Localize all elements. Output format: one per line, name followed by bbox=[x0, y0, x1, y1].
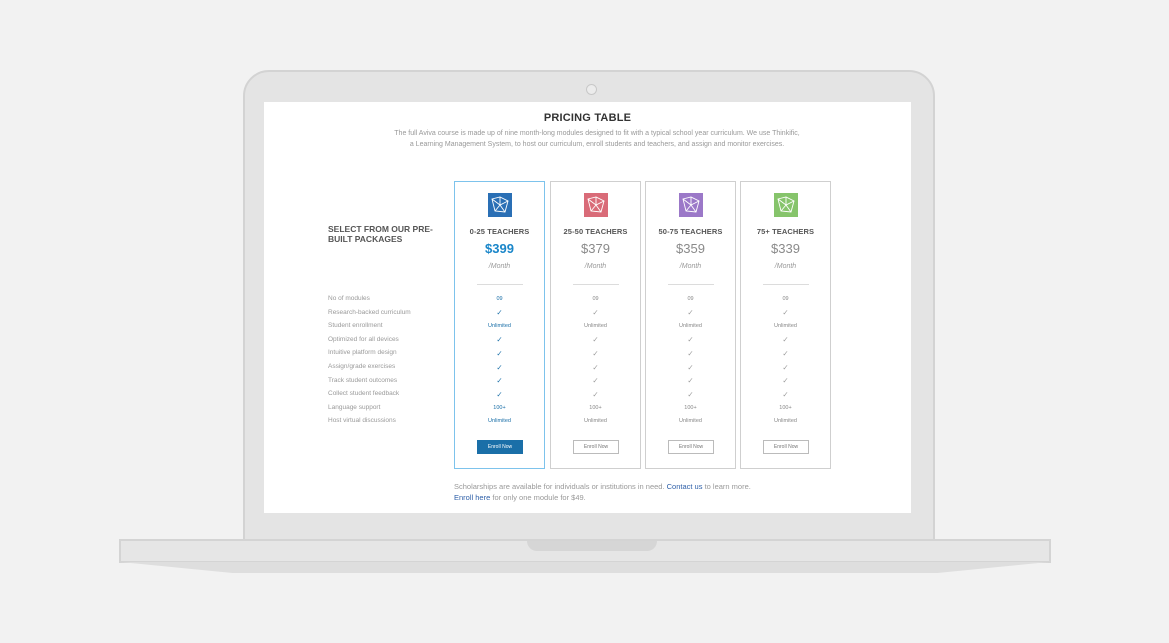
feature-value: Unlimited bbox=[584, 418, 607, 425]
check-icon: ✓ bbox=[496, 308, 503, 318]
feature-value: 100+ bbox=[493, 404, 506, 411]
feature-value: Unlimited bbox=[774, 323, 797, 330]
feature-value: 09 bbox=[687, 296, 694, 302]
feature-value: 09 bbox=[782, 296, 789, 302]
check-icon: ✓ bbox=[782, 335, 789, 345]
plan-75-plus-column bbox=[740, 181, 831, 469]
feature-value: 100+ bbox=[684, 404, 697, 411]
check-icon: ✓ bbox=[592, 389, 599, 399]
check-icon: ✓ bbox=[782, 376, 789, 386]
feature-label: Host virtual discussions bbox=[328, 417, 396, 425]
feature-value: Unlimited bbox=[774, 418, 797, 425]
feature-value: 100+ bbox=[589, 404, 602, 411]
plan-25-50-column bbox=[550, 181, 641, 469]
plan-price: $379 bbox=[581, 241, 610, 256]
check-icon: ✓ bbox=[782, 389, 789, 399]
feature-label: Student enrollment bbox=[328, 322, 383, 330]
laptop-notch bbox=[527, 541, 657, 551]
plan-period: /Month bbox=[774, 263, 797, 270]
divider bbox=[573, 284, 619, 285]
feature-value: Unlimited bbox=[584, 323, 607, 330]
check-icon: ✓ bbox=[496, 389, 503, 399]
divider bbox=[477, 284, 523, 285]
check-icon: ✓ bbox=[782, 362, 789, 372]
feature-label: Research-backed curriculum bbox=[328, 308, 411, 316]
check-icon: ✓ bbox=[496, 335, 503, 345]
divider bbox=[668, 284, 714, 285]
feature-label: Optimized for all devices bbox=[328, 335, 399, 343]
check-icon: ✓ bbox=[687, 308, 694, 318]
enroll-now-button[interactable]: Enroll Now bbox=[477, 440, 523, 454]
feature-value: 09 bbox=[592, 296, 599, 302]
feature-value: Unlimited bbox=[679, 418, 702, 425]
intro-text: The full Aviva course is made up of nine month-long modules designed to fit with a typical school year curriculum. We use Thinkific, a Learning Management System, to host our curriculum, enroll students and teachers, and assign and monitor exercises. bbox=[394, 130, 800, 148]
feature-label: Track student outcomes bbox=[328, 376, 398, 384]
enroll-here-link[interactable]: Enroll here bbox=[454, 492, 491, 502]
check-icon: ✓ bbox=[782, 348, 789, 358]
select-heading: SELECT FROM OUR PRE-BUILT PACKAGES bbox=[328, 224, 433, 244]
laptop-screen bbox=[264, 102, 911, 513]
check-icon: ✓ bbox=[782, 308, 789, 318]
enroll-now-button[interactable]: Enroll Now bbox=[573, 440, 619, 454]
network-icon bbox=[774, 193, 798, 217]
check-icon: ✓ bbox=[592, 335, 599, 345]
network-icon bbox=[679, 193, 703, 217]
plan-price: $359 bbox=[676, 241, 705, 256]
check-icon: ✓ bbox=[687, 362, 694, 372]
plan-price: $339 bbox=[771, 241, 800, 256]
note-text: for only one module for $49. bbox=[490, 492, 586, 502]
feature-label: Collect student feedback bbox=[328, 390, 400, 398]
check-icon: ✓ bbox=[687, 389, 694, 399]
enroll-now-button[interactable]: Enroll Now bbox=[668, 440, 714, 454]
check-icon: ✓ bbox=[687, 348, 694, 358]
plan-0-25-column bbox=[454, 181, 545, 469]
plan-price: $399 bbox=[485, 241, 514, 256]
plan-name: 50-75 TEACHERS bbox=[658, 227, 723, 236]
check-icon: ✓ bbox=[592, 376, 599, 386]
feature-value: 100+ bbox=[779, 404, 792, 411]
contact-us-link[interactable]: Contact us bbox=[666, 482, 703, 491]
network-icon bbox=[584, 193, 608, 217]
feature-label: Assign/grade exercises bbox=[328, 363, 396, 370]
feature-label: Intuitive platform design bbox=[328, 349, 397, 357]
feature-label: Language support bbox=[328, 403, 381, 411]
network-icon bbox=[488, 193, 512, 217]
check-icon: ✓ bbox=[496, 348, 503, 358]
check-icon: ✓ bbox=[592, 362, 599, 372]
divider bbox=[763, 284, 809, 285]
plan-name: 0-25 TEACHERS bbox=[469, 227, 530, 236]
plan-period: /Month bbox=[488, 263, 511, 270]
plan-50-75-column bbox=[645, 181, 736, 469]
note-text: to learn more. bbox=[702, 482, 751, 491]
feature-label: No of modules bbox=[328, 295, 370, 302]
plan-name: 75+ TEACHERS bbox=[756, 227, 815, 236]
check-icon: ✓ bbox=[592, 308, 599, 318]
plan-period: /Month bbox=[584, 263, 607, 270]
feature-value: Unlimited bbox=[488, 418, 511, 425]
check-icon: ✓ bbox=[496, 376, 503, 386]
enroll-now-button[interactable]: Enroll Now bbox=[763, 440, 809, 454]
feature-value: Unlimited bbox=[488, 323, 511, 330]
plan-name: 25-50 TEACHERS bbox=[563, 227, 628, 236]
check-icon: ✓ bbox=[496, 362, 503, 372]
check-icon: ✓ bbox=[687, 376, 694, 386]
feature-value: 09 bbox=[496, 296, 503, 302]
laptop-base-bottom bbox=[121, 562, 1049, 573]
camera-icon bbox=[586, 84, 597, 95]
plan-period: /Month bbox=[679, 263, 702, 270]
check-icon: ✓ bbox=[687, 335, 694, 345]
check-icon: ✓ bbox=[592, 348, 599, 358]
note-text: Scholarships are available for individuals or institutions in need. bbox=[454, 482, 667, 491]
feature-value: Unlimited bbox=[679, 323, 702, 330]
scholarship-note bbox=[454, 482, 754, 503]
page-title: PRICING TABLE bbox=[543, 112, 632, 124]
